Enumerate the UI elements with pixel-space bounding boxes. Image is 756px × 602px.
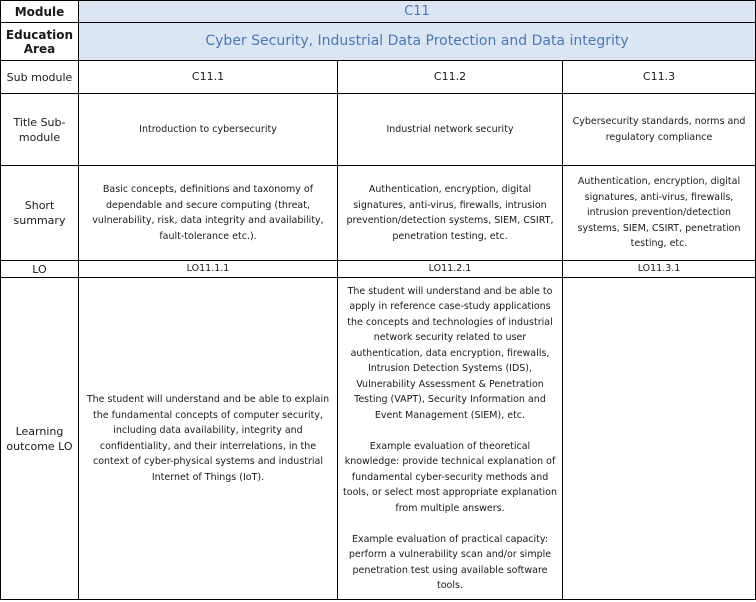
education-area-label: Education Area bbox=[1, 23, 79, 61]
summary-row bbox=[1, 166, 756, 261]
title-c11-3: Cybersecurity standards, norms and regulatory compliance bbox=[563, 94, 756, 166]
learning-outcome-c11-2 bbox=[338, 278, 563, 600]
education-area-row bbox=[1, 23, 756, 61]
title-row bbox=[1, 94, 756, 166]
learning-outcome-c11-2-paragraph-3: Example evaluation of practical capacity: perform a vulnerability scan and/or simple penetration test using available software tools. bbox=[348, 533, 552, 591]
learning-outcome-c11-3 bbox=[563, 278, 756, 600]
sub-module-c11-3: C11.3 bbox=[563, 61, 756, 94]
summary-label: Short summary bbox=[1, 166, 79, 261]
summary-c11-1: Basic concepts, definitions and taxonomy of dependable and secure computing (threat, vulnerability, risk, data integrity and availability, fault-tolerance etc.). bbox=[79, 166, 338, 261]
lo-c11-2: LO11.2.1 bbox=[338, 261, 563, 278]
sub-module-c11-1: C11.1 bbox=[79, 61, 338, 94]
sub-module-label: Sub module bbox=[1, 61, 79, 94]
education-area-value: Cyber Security, Industrial Data Protection and Data integrity bbox=[79, 23, 756, 61]
lo-row bbox=[1, 261, 756, 278]
learning-outcome-c11-1: The student will understand and be able to explain the fundamental concepts of computer security, including data availability, integrity and confidentiality, and their interrelations, in the context of cyber-physical systems and industrial Internet of Things (IoT). bbox=[79, 278, 338, 600]
title-c11-1: Introduction to cybersecurity bbox=[79, 94, 338, 166]
learning-outcome-label: Learning outcome LO bbox=[1, 278, 79, 600]
module-label: Module bbox=[1, 1, 79, 23]
learning-outcome-row bbox=[1, 278, 756, 600]
learning-outcome-c11-2-paragraph-2: Example evaluation of theoretical knowledge: provide technical explanation of fundamental cyber-security methods and tools, or select most appropriate explanation from multiple answers. bbox=[343, 440, 557, 514]
sub-module-row bbox=[1, 61, 756, 94]
module-value: C11 bbox=[79, 1, 756, 23]
title-label: Title Sub-module bbox=[1, 94, 79, 166]
learning-outcome-c11-2-paragraph-1: The student will understand and be able to apply in reference case-study applications the concepts and technologies of industrial network security related to user authentication, data encryption, firewalls, Intrusion Detection Systems (IDS), Vulnerability Assessment & Penetration Testing (VAPT), Security Information and Event Management (SIEM), etc. bbox=[347, 285, 553, 421]
lo-c11-1: LO11.1.1 bbox=[79, 261, 338, 278]
summary-c11-2: Authentication, encryption, digital signatures, anti-virus, firewalls, intrusion prevention/detection systems, SIEM, CSIRT, penetration testing, etc. bbox=[338, 166, 563, 261]
module-row bbox=[1, 1, 756, 23]
sub-module-c11-2: C11.2 bbox=[338, 61, 563, 94]
title-c11-2: Industrial network security bbox=[338, 94, 563, 166]
summary-c11-3: Authentication, encryption, digital signatures, anti-virus, firewalls, intrusion prevention/detection systems, SIEM, CSIRT, penetration testing, etc. bbox=[563, 166, 756, 261]
lo-c11-3: LO11.3.1 bbox=[563, 261, 756, 278]
lo-label: LO bbox=[1, 261, 79, 278]
